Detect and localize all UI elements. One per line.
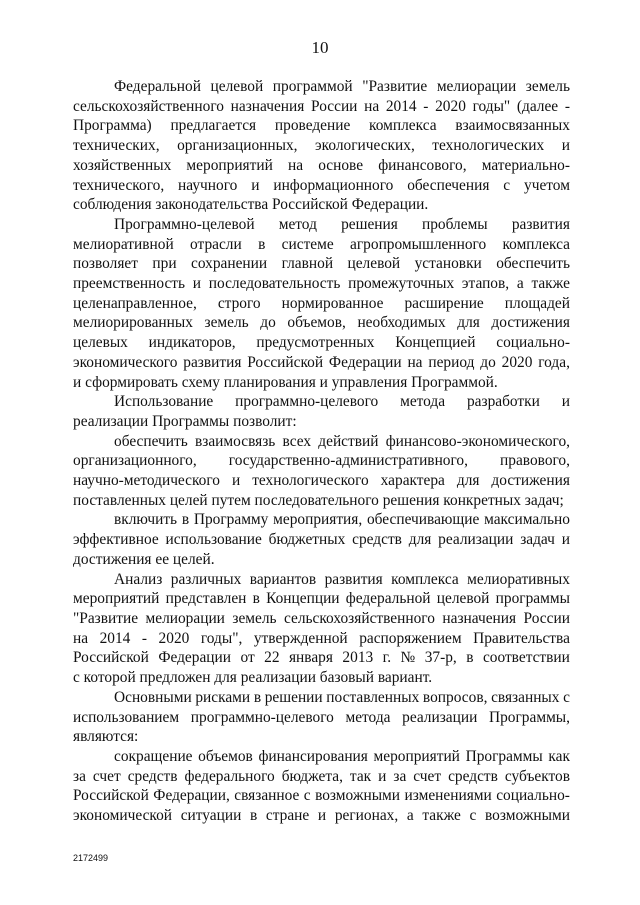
text-line: позволяет при сохранении главной целевой установки обеспечить [73,255,570,273]
text-line: целенаправленное, строго нормированное расширение площадей [73,294,570,312]
text-line: на 2014 - 2020 годы", утвержденной распоряжением Правительства [73,629,570,647]
text-line: Анализ различных вариантов развития комплекса мелиоративных [114,570,570,588]
text-line: включить в Программу мероприятия, обеспечивающие максимально [114,511,570,529]
paragraph-funding-reduction [73,747,570,826]
paragraph-program-intro [73,77,570,215]
text-line: "Развитие мелиорации земель сельскохозяйственного назначения России [73,609,570,627]
document-body [73,77,570,826]
text-line: организационного, государственно-административного, правового, [73,452,570,470]
text-line: соблюдения законодательства Российской Федерации. [73,196,429,214]
document-code: 2172499 [73,853,109,863]
text-line: мелиорированных земель до объемов, необходимых для достижения [73,314,570,332]
text-line: целевых индикаторов, предусмотренных Концепцией социально- [73,334,570,352]
text-line: технических, организационных, экологических, технологических и [73,137,570,155]
text-line: экономического развития Российской Федерации на период до 2020 года, [73,353,570,371]
text-line: поставленных целей путем последовательного решения конкретных задач; [73,491,564,509]
text-line: и сформировать схему планирования и управления Программой. [73,373,498,391]
text-line: Федеральной целевой программой "Развитие мелиорации земель [114,78,570,95]
text-line: Основными рисками в решении поставленных вопросов, связанных с [114,688,570,706]
text-line: использованием программно-целевого метода реализации Программы, [73,708,570,726]
text-line: Использование программно-целевого метода разработки и [114,393,570,411]
paragraph-main-risks [73,688,570,747]
text-line: обеспечить взаимосвязь всех действий финансово-экономического, [114,432,570,450]
text-line: Программа) предлагается проведение комплекса взаимосвязанных [73,117,570,135]
paragraph-method-usage [73,392,570,431]
text-line: мелиоративной отрасли в системе агропромышленного комплекса [73,235,570,253]
text-line: эффективное использование бюджетных средств для реализации задач и [73,531,570,549]
paragraph-variants-analysis [73,570,570,688]
text-line: реализации Программы позволит: [73,412,297,430]
text-line: сокращение объемов финансирования мероприятий Программы как [114,747,570,765]
text-line: технического, научного и информационного обеспечения с учетом [73,176,570,194]
text-line: являются: [73,728,139,746]
text-line: хозяйственных мероприятий на основе финансового, материально- [73,156,570,174]
text-line: Программно-целевой метод решения проблемы развития [114,215,570,233]
text-line: мероприятий представлен в Концепции федеральной целевой программы [73,590,570,608]
text-line: преемственность и последовательность промежуточных этапов, а также [73,275,570,293]
text-line: научно-методического и технологического характера для достижения [73,472,570,490]
text-line: достижения ее целей. [73,550,215,568]
text-line: Российской Федерации, связанное с возможными изменениями социально- [73,787,570,805]
text-line: сельскохозяйственного назначения России на 2014 - 2020 годы" (далее - [73,97,570,115]
text-line: с которой предложен для реализации базовый вариант. [73,669,433,687]
text-line: Российской Федерации от 22 января 2013 г. № 37-р, в соответствии [73,649,570,667]
text-line: за счет средств федерального бюджета, так и за счет средств субъектов [73,767,570,785]
text-line: экономической ситуации в стране и регионах, а также с возможными [73,807,570,825]
paragraph-program-method [73,215,570,392]
paragraph-include-measures [73,510,570,569]
page-number: 10 [311,38,329,57]
paragraph-ensure-interconnection [73,432,570,511]
